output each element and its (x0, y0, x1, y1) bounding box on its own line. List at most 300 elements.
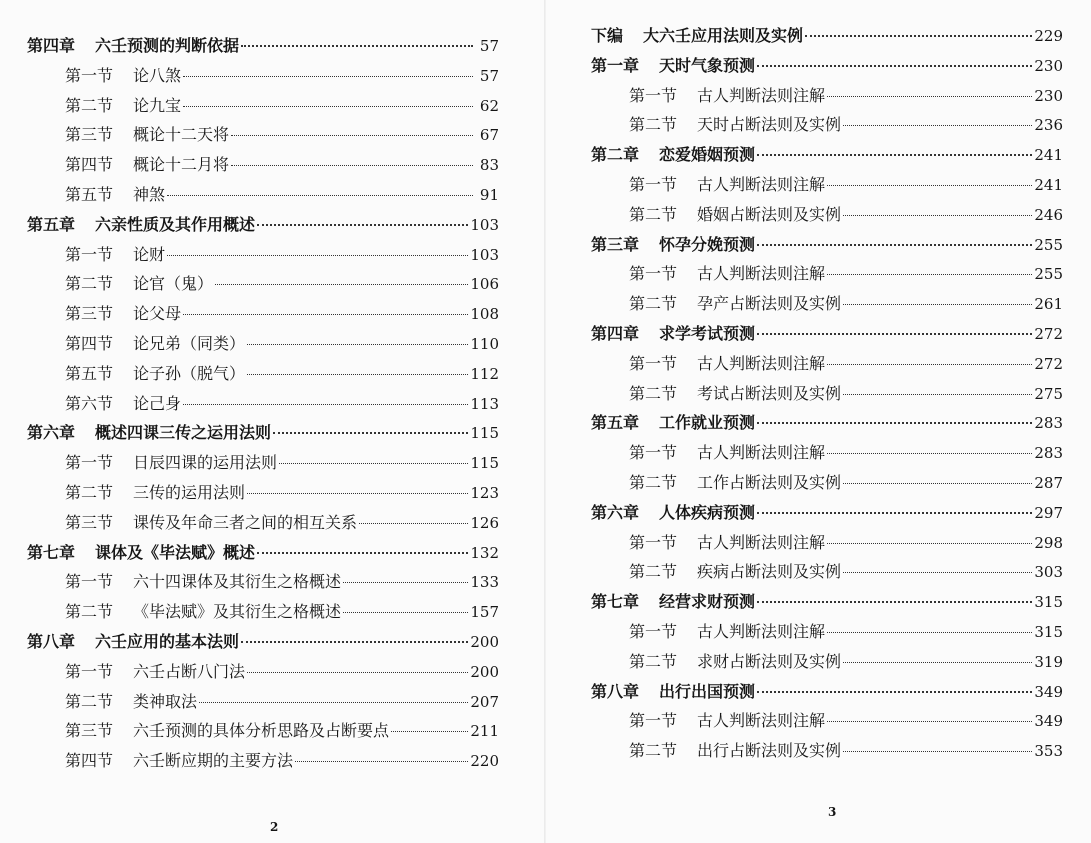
entry-page-number: 207 (470, 692, 499, 711)
entry-title: 古人判断法则注解 (697, 174, 826, 194)
entry-title: 天时气象预测 (659, 55, 756, 75)
entry-number: 第一节 (629, 621, 678, 641)
entry-page-number: 229 (1034, 27, 1063, 45)
toc-chapter-entry[interactable] (591, 140, 1063, 170)
dot-leader (827, 185, 1032, 186)
dot-leader (757, 512, 1032, 514)
dot-leader (757, 65, 1032, 67)
toc-chapter-entry[interactable] (591, 677, 1063, 707)
dot-leader (273, 432, 468, 434)
dot-leader (167, 255, 468, 256)
entry-label (65, 359, 245, 389)
dot-leader (295, 761, 468, 762)
toc-section-entry[interactable] (591, 200, 1063, 230)
toc-section-entry[interactable] (591, 736, 1063, 766)
entry-page-number: 200 (470, 662, 499, 681)
right-page (546, 0, 1091, 843)
dot-leader (359, 523, 468, 524)
entry-number: 第二节 (629, 115, 678, 135)
dot-leader (757, 154, 1032, 156)
entry-page-number: 283 (1034, 414, 1063, 433)
toc-section-entry[interactable] (27, 91, 499, 121)
dot-leader (167, 195, 473, 196)
entry-number: 第二节 (629, 651, 678, 671)
entry-label (65, 597, 341, 627)
entry-title: 古人判断法则注解 (697, 711, 826, 731)
page-number: 2 (270, 820, 279, 834)
toc-chapter-entry[interactable] (27, 31, 499, 61)
entry-title: 论子孙（脱气） (133, 363, 246, 383)
entry-number: 第八章 (591, 681, 640, 701)
entry-page-number: 132 (470, 543, 499, 562)
entry-title: 出行占断法则及实例 (697, 741, 842, 761)
entry-title: 人体疾病预测 (659, 502, 756, 522)
entry-page-number: 103 (470, 215, 499, 234)
dot-leader (391, 731, 468, 732)
entry-page-number: 91 (479, 185, 499, 204)
entry-page-number: 298 (1034, 533, 1063, 552)
dot-leader (843, 304, 1032, 305)
entry-label (65, 61, 181, 91)
entry-title: 论八煞 (133, 65, 182, 85)
entry-page-number: 349 (1034, 682, 1063, 701)
toc-section-entry[interactable] (27, 687, 499, 717)
entry-label (591, 230, 755, 260)
entry-number: 第一章 (591, 55, 640, 75)
entry-number: 第一节 (65, 65, 114, 85)
entry-title: 孕产占断法则及实例 (697, 294, 842, 314)
dot-leader (247, 344, 468, 345)
entry-title: 求财占断法则及实例 (697, 651, 842, 671)
dot-leader (843, 483, 1032, 484)
entry-page-number: 241 (1034, 175, 1063, 194)
toc-section-entry[interactable] (591, 259, 1063, 289)
entry-title: 概论十二月将 (133, 155, 230, 175)
toc-section-entry[interactable] (27, 269, 499, 299)
dot-leader (247, 672, 468, 673)
entry-page-number: 113 (470, 394, 499, 413)
entry-page-number: 126 (470, 513, 499, 532)
dot-leader (183, 404, 468, 405)
entry-page-number: 230 (1034, 56, 1063, 75)
dot-leader (843, 125, 1032, 126)
entry-title: 六壬预测的具体分析思路及占断要点 (133, 721, 390, 741)
entry-label (629, 706, 825, 736)
entry-page-number: 246 (1034, 205, 1063, 224)
entry-label (629, 647, 841, 677)
entry-number: 第七章 (591, 592, 640, 612)
entry-label (65, 120, 229, 150)
entry-number: 第七章 (27, 542, 76, 562)
entry-page-number: 319 (1034, 652, 1063, 671)
dot-leader (805, 35, 1032, 37)
entry-page-number: 123 (470, 483, 499, 502)
toc-section-entry[interactable] (27, 240, 499, 270)
entry-page-number: 303 (1034, 563, 1063, 582)
dot-leader (279, 463, 468, 464)
entry-number: 第六章 (591, 502, 640, 522)
dot-leader (827, 364, 1032, 365)
toc-chapter-entry[interactable] (591, 51, 1063, 81)
toc-section-entry[interactable] (27, 120, 499, 150)
entry-number: 第四章 (27, 36, 76, 55)
entry-title: 古人判断法则注解 (697, 353, 826, 373)
entry-label (591, 587, 755, 617)
entry-label (629, 259, 825, 289)
entry-page-number: 57 (479, 66, 499, 85)
entry-label (591, 677, 755, 707)
entry-label (27, 418, 271, 448)
toc-section-entry[interactable] (591, 379, 1063, 409)
entry-number: 第三节 (65, 304, 114, 324)
entry-number: 第二节 (629, 741, 678, 761)
entry-title: 三传的运用法则 (133, 482, 246, 502)
dot-leader (757, 691, 1032, 693)
entry-number: 第六节 (65, 393, 114, 413)
entry-number: 第三节 (65, 512, 114, 532)
entry-number: 第四节 (65, 751, 114, 771)
entry-title: 六壬断应期的主要方法 (133, 751, 294, 771)
dot-leader (827, 721, 1032, 722)
dot-leader (199, 702, 468, 703)
entry-number: 第四章 (591, 323, 640, 343)
entry-title: 论父母 (133, 304, 182, 324)
entry-label (629, 349, 825, 379)
dot-leader (757, 422, 1032, 424)
entry-page-number: 353 (1034, 742, 1063, 761)
entry-number: 第二节 (65, 274, 114, 294)
entry-page-number: 110 (470, 334, 499, 353)
entry-title: 恋爱婚姻预测 (659, 145, 756, 165)
dot-leader (843, 394, 1032, 395)
entry-number: 第三节 (65, 125, 114, 145)
entry-label (629, 617, 825, 647)
entry-page-number: 115 (470, 454, 499, 473)
dot-leader (843, 662, 1032, 663)
entry-number: 第二节 (65, 95, 114, 115)
entry-label (27, 627, 239, 657)
entry-number: 第二节 (65, 691, 114, 711)
entry-title: 古人判断法则注解 (697, 264, 826, 284)
entry-label (65, 657, 245, 687)
entry-number: 第二节 (629, 562, 678, 582)
entry-label (65, 389, 181, 419)
entry-label (65, 299, 181, 329)
entry-page-number: 272 (1034, 354, 1063, 373)
entry-number: 第一节 (65, 453, 114, 473)
entry-page-number: 241 (1034, 146, 1063, 165)
entry-number: 第四节 (65, 333, 114, 353)
entry-title: 经营求财预测 (659, 592, 756, 612)
entry-title: 论兄弟（同类） (133, 333, 246, 353)
entry-page-number: 297 (1034, 503, 1063, 522)
dot-leader (827, 543, 1032, 544)
entry-page-number: 261 (1034, 295, 1063, 314)
entry-number: 第五章 (27, 214, 76, 234)
entry-page-number: 200 (470, 632, 499, 651)
toc-section-entry[interactable] (591, 170, 1063, 200)
entry-label (591, 319, 755, 349)
entry-label (65, 240, 165, 270)
dot-leader (231, 135, 473, 136)
dot-leader (183, 76, 473, 77)
table-of-contents (591, 21, 1063, 766)
entry-number: 第八章 (27, 631, 76, 651)
entry-label (629, 110, 841, 140)
entry-label (27, 31, 239, 61)
entry-title: 课体及《毕法赋》概述 (95, 542, 256, 562)
toc-section-entry[interactable] (591, 81, 1063, 111)
entry-title: 六壬占断八门法 (133, 661, 246, 681)
entry-number: 第二节 (65, 482, 114, 502)
dot-leader (247, 374, 468, 375)
dot-leader (247, 493, 468, 494)
entry-label (65, 448, 277, 478)
toc-section-entry[interactable] (27, 567, 499, 597)
entry-title: 工作就业预测 (659, 413, 756, 433)
entry-number: 第二节 (629, 383, 678, 403)
entry-number: 第一节 (629, 353, 678, 373)
entry-title: 日辰四课的运用法则 (133, 453, 278, 473)
entry-title: 六十四课体及其衍生之格概述 (133, 572, 342, 592)
entry-label (629, 438, 825, 468)
toc-section-entry[interactable] (27, 329, 499, 359)
dot-leader (827, 453, 1032, 454)
entry-label (629, 81, 825, 111)
dot-leader (843, 215, 1032, 216)
entry-page-number: 349 (1034, 712, 1063, 731)
entry-title: 类神取法 (133, 691, 198, 711)
entry-label (65, 91, 181, 121)
toc-section-entry[interactable] (27, 657, 499, 687)
toc-chapter-entry[interactable] (591, 319, 1063, 349)
toc-chapter-entry[interactable] (591, 21, 1063, 51)
entry-title: 出行出国预测 (659, 681, 756, 701)
toc-chapter-entry[interactable] (591, 230, 1063, 260)
toc-chapter-entry[interactable] (27, 210, 499, 240)
dot-leader (757, 333, 1032, 335)
toc-section-entry[interactable] (27, 61, 499, 91)
toc-chapter-entry[interactable] (591, 587, 1063, 617)
toc-chapter-entry[interactable] (27, 418, 499, 448)
entry-page-number: 108 (470, 305, 499, 324)
toc-section-entry[interactable] (591, 289, 1063, 319)
dot-leader (343, 582, 468, 583)
entry-label (65, 150, 229, 180)
entry-label (591, 140, 755, 170)
entry-page-number: 83 (479, 156, 499, 175)
entry-label (591, 408, 755, 438)
toc-section-entry[interactable] (27, 299, 499, 329)
toc-section-entry[interactable] (591, 528, 1063, 558)
entry-page-number: 287 (1034, 473, 1063, 492)
entry-label (591, 498, 755, 528)
toc-section-entry[interactable] (27, 448, 499, 478)
entry-page-number: 255 (1034, 265, 1063, 284)
entry-title: 概论十二天将 (133, 125, 230, 145)
entry-title: 疾病占断法则及实例 (697, 562, 842, 582)
entry-page-number: 133 (470, 573, 499, 592)
entry-number: 下编 (591, 26, 624, 45)
entry-label (65, 508, 357, 538)
entry-title: 婚姻占断法则及实例 (697, 204, 842, 224)
dot-leader (257, 552, 468, 554)
entry-number: 第一节 (65, 244, 114, 264)
entry-title: 古人判断法则注解 (697, 85, 826, 105)
entry-label (27, 210, 255, 240)
entry-title: 论九宝 (133, 95, 182, 115)
dot-leader (827, 274, 1032, 275)
dot-leader (843, 751, 1032, 752)
entry-label (591, 51, 755, 81)
entry-page-number: 62 (479, 96, 499, 115)
entry-number: 第五节 (65, 184, 114, 204)
entry-number: 第四节 (65, 155, 114, 175)
entry-label (629, 468, 841, 498)
entry-page-number: 272 (1034, 324, 1063, 343)
left-page (0, 0, 545, 843)
entry-label (629, 557, 841, 587)
entry-title: 古人判断法则注解 (697, 443, 826, 463)
entry-label (629, 379, 841, 409)
toc-section-entry[interactable] (591, 468, 1063, 498)
entry-page-number: 67 (479, 126, 499, 145)
entry-number: 第一节 (629, 443, 678, 463)
toc-section-entry[interactable] (591, 557, 1063, 587)
entry-title: 考试占断法则及实例 (697, 383, 842, 403)
entry-number: 第一节 (629, 532, 678, 552)
entry-title: 课传及年命三者之间的相互关系 (133, 512, 358, 532)
entry-title: 求学考试预测 (659, 323, 756, 343)
entry-page-number: 283 (1034, 444, 1063, 463)
toc-section-entry[interactable] (27, 508, 499, 538)
toc-chapter-entry[interactable] (591, 498, 1063, 528)
entry-page-number: 236 (1034, 116, 1063, 135)
entry-number: 第二节 (65, 602, 114, 622)
dot-leader (343, 612, 468, 613)
toc-chapter-entry[interactable] (27, 627, 499, 657)
entry-title: 论财 (133, 244, 166, 264)
toc-section-entry[interactable] (27, 359, 499, 389)
entry-title: 神煞 (133, 184, 166, 204)
entry-title: 古人判断法则注解 (697, 621, 826, 641)
table-of-contents (27, 31, 499, 776)
toc-section-entry[interactable] (591, 110, 1063, 140)
entry-label (629, 170, 825, 200)
toc-section-entry[interactable] (27, 389, 499, 419)
dot-leader (215, 284, 468, 285)
entry-title: 六壬预测的判断依据 (95, 36, 240, 55)
entry-label (65, 180, 165, 210)
entry-page-number: 57 (479, 37, 499, 55)
entry-title: 论己身 (133, 393, 182, 413)
toc-section-entry[interactable] (591, 647, 1063, 677)
toc-section-entry[interactable] (27, 478, 499, 508)
entry-label (591, 21, 803, 51)
entry-page-number: 157 (470, 603, 499, 622)
toc-section-entry[interactable] (27, 150, 499, 180)
entry-page-number: 112 (470, 364, 499, 383)
toc-section-entry[interactable] (591, 706, 1063, 736)
toc-section-entry[interactable] (27, 180, 499, 210)
page-number: 3 (828, 805, 837, 819)
dot-leader (757, 244, 1032, 246)
entry-label (65, 716, 389, 746)
entry-label (629, 736, 841, 766)
entry-number: 第二章 (591, 145, 640, 165)
entry-number: 第一节 (629, 174, 678, 194)
toc-chapter-entry[interactable] (591, 408, 1063, 438)
entry-page-number: 211 (470, 722, 499, 741)
toc-section-entry[interactable] (591, 349, 1063, 379)
dot-leader (183, 106, 473, 107)
entry-page-number: 106 (470, 275, 499, 294)
entry-title: 怀孕分娩预测 (659, 234, 756, 254)
entry-page-number: 275 (1034, 384, 1063, 403)
toc-section-entry[interactable] (27, 716, 499, 746)
toc-section-entry[interactable] (27, 597, 499, 627)
entry-page-number: 230 (1034, 86, 1063, 105)
entry-label (65, 329, 245, 359)
entry-label (629, 528, 825, 558)
entry-number: 第三章 (591, 234, 640, 254)
entry-label (629, 200, 841, 230)
toc-section-entry[interactable] (591, 617, 1063, 647)
entry-title: 工作占断法则及实例 (697, 472, 842, 492)
entry-title: 概述四课三传之运用法则 (95, 423, 272, 443)
entry-page-number: 220 (470, 752, 499, 771)
entry-number: 第一节 (65, 572, 114, 592)
entry-label (65, 478, 245, 508)
toc-section-entry[interactable] (591, 438, 1063, 468)
dot-leader (827, 632, 1032, 633)
entry-number: 第三节 (65, 721, 114, 741)
entry-title: 《毕法赋》及其衍生之格概述 (133, 602, 342, 622)
dot-leader (827, 96, 1032, 97)
entry-page-number: 115 (470, 424, 499, 443)
dot-leader (231, 165, 473, 166)
entry-number: 第一节 (65, 661, 114, 681)
entry-label (629, 289, 841, 319)
entry-number: 第一节 (629, 264, 678, 284)
dot-leader (843, 572, 1032, 573)
entry-title: 六壬应用的基本法则 (95, 631, 240, 651)
entry-page-number: 315 (1034, 593, 1063, 612)
entry-title: 天时占断法则及实例 (697, 115, 842, 135)
entry-label (65, 687, 197, 717)
entry-number: 第五章 (591, 413, 640, 433)
entry-title: 六亲性质及其作用概述 (95, 214, 256, 234)
dot-leader (757, 601, 1032, 603)
toc-section-entry[interactable] (27, 746, 499, 776)
entry-label (27, 538, 255, 568)
entry-page-number: 255 (1034, 235, 1063, 254)
entry-page-number: 103 (470, 245, 499, 264)
dot-leader (257, 224, 468, 226)
dot-leader (183, 314, 468, 315)
dot-leader (241, 641, 468, 643)
entry-number: 第二节 (629, 472, 678, 492)
entry-number: 第二节 (629, 204, 678, 224)
entry-number: 第六章 (27, 423, 76, 443)
entry-label (65, 269, 213, 299)
toc-chapter-entry[interactable] (27, 538, 499, 568)
entry-title: 大六壬应用法则及实例 (643, 26, 804, 45)
entry-title: 论官（鬼） (133, 274, 214, 294)
entry-label (65, 746, 293, 776)
entry-label (65, 567, 341, 597)
entry-number: 第一节 (629, 711, 678, 731)
